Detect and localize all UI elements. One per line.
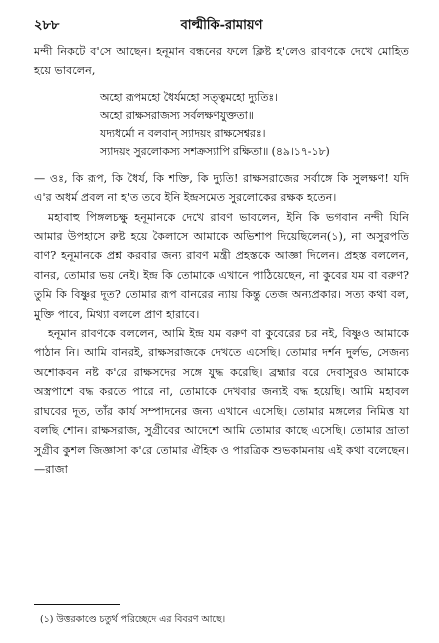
verse-line-2: অহো রাক্ষসরাজস্য সর্বলক্ষণযুক্ততা॥	[100, 108, 254, 122]
paragraph-3: মহাবাহু পিঙ্গলচক্ষু হনূমানকে দেখে রাবণ ভাবলেন, ইনি কি ভগবান নন্দী যিনি আমার উপহাসে রুষ্ট হয়ে কৈলাসে আমাকে অভিশাপ দিয়েছিলেন(১), না অসুরপতি বাণ? হনূমানকে প্রশ্ন করবার জন্য রাবণ মন্ত্রী প্রহস্তকে আজ্ঞা দিলেন। প্রহস্ত বললেন, বানর, তোমার ভয় নেই। ইন্দ্র কি তোমাকে এখানে পাঠিয়েছেন, না কুবের যম বা বরুণ? তুমি কি বিষ্ণুর দূত? তোমার রূপ বানরের ন্যায় কিন্তু তেজ অন্যপ্রকার। সত্য কথা বল, মুক্তি পাবে, মিথ্যা বললে প্রাণ হারাবে।	[34, 210, 409, 321]
footnote: (১) উত্তরকাণ্ডে চতুর্থ পরিচ্ছেদে এর বিবরণ আছে।	[40, 614, 226, 625]
running-title: বাল্মীকি-রামায়ণ	[180, 18, 263, 33]
verse-line-4: স্যাদয়ং সুরলোকস্য সশক্রস্যাপি রক্ষিতা॥ (৪৯।১৭-১৮)	[100, 144, 330, 158]
verse-line-3: যদ্যধর্মো ন বলবান্ স্যাদয়ং রাক্ষসেশ্বরঃ।	[100, 126, 266, 140]
paragraph-2: — ওঃ, কি রূপ, কি ধৈর্য, কি শক্তি, কি দ্যুতি! রাক্ষসরাজের সর্বাঙ্গে কি সুলক্ষণ! যদি এ'র অধর্ম প্রবল না হ'ত তবে ইনি ইন্দ্রসমেত সুরলোকের রক্ষক হতেন।	[34, 171, 409, 205]
sanskrit-verse	[100, 89, 409, 161]
footnote-divider	[34, 604, 120, 605]
paragraph-4: হনূমান রাবণকে বললেন, আমি ইন্দ্র যম বরুণ বা কুবেরের চর নই, বিষ্ণুও আমাকে পাঠান নি। আমি বানরই, রাক্ষসরাজকে দেখতে এসেছি। তোমার দর্শন দুর্লভ, সেজন্য অশোকবন নষ্ট ক'রে রাক্ষসদের সঙ্গে যুদ্ধ করেছি। ব্রহ্মার বরে দেবাসুরও আমাকে অস্ত্রপাশে বদ্ধ করতে পারে না, তোমাকে দেখবার জন্যই বদ্ধ হয়েছি। আমি মহাবল রাঘবের দূত, তাঁর কার্য সম্পাদনের জন্য এখানে এসেছি। তোমার মঙ্গলের নিমিত্ত যা বলছি শোন। রাক্ষসরাজ, সুগ্রীবের আদেশে আমি তোমার কাছে এসেছি। তোমার ভ্রাতা সুগ্রীব কুশল জিজ্ঞাসা ক'রে তোমার ঐহিক ও পারত্রিক শুভকামনায় এই কথা বলেছেন।—রাজা	[34, 327, 409, 476]
verse-line-1: অহো রূপমহো ধৈর্যমহো সত্ত্বমহো দ্যুতিঃ।	[100, 90, 278, 104]
page-header	[34, 14, 409, 36]
page-number: ২৮৮	[34, 18, 60, 33]
paragraph-1: মন্দী নিকটে ব'সে আছেন। হনূমান বন্ধনের ফলে ক্লিষ্ট হ'লেও রাবণকে দেখে মোহিত হয়ে ভাবলেন,	[34, 45, 409, 78]
